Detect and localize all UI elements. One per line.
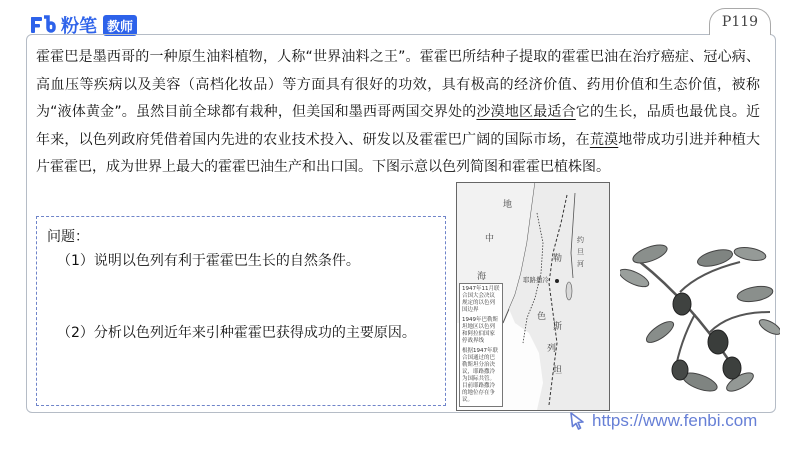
logo-text: 粉笔 xyxy=(61,16,97,36)
page-number-tab: P119 xyxy=(709,8,771,35)
map-legend xyxy=(459,283,503,407)
legend-item-2: 1949年巴勒斯坦地区以色列和阿拉伯国家停战界线 xyxy=(462,317,498,344)
map-label-8: 勒 xyxy=(553,254,563,264)
question-1: （1）说明以色列有利于霍霍巴生长的自然条件。 xyxy=(57,253,360,269)
top-bar xyxy=(0,0,800,38)
map-label-6: 河 xyxy=(577,260,584,268)
map-label-10: 斯 xyxy=(553,322,563,332)
passage-part-3: 地带成功引进并种植大片霍霍巴，成为世界上最大的霍霍巴油生产和出口国。下图示意以色列简图和霍霍巴植株图。 xyxy=(36,131,761,175)
jojoba-plant-image xyxy=(620,232,780,402)
teacher-badge: 教师 xyxy=(103,15,137,36)
passage-part-1: 霍霍巴是墨西哥的一种原生油料植物，人称“世界油料之王”。霍霍巴所结种子提取的霍霍巴油在治疗癌症、冠心病、高血压等疾病以及美容（高档化妆品）等方面具有很好的功效，具有极高的经济价值、药用价值和生态价值，被称为“液体黄金”。虽然目前全球都有栽种，但美国和墨西哥两国交界处的 xyxy=(36,49,760,120)
map-label-3: 海 xyxy=(477,272,487,282)
footer-url[interactable] xyxy=(570,411,757,431)
map-label-9: 色 xyxy=(537,312,547,322)
underlined-wasteland-word: 荒漠 xyxy=(589,131,619,148)
passage-text xyxy=(36,44,760,182)
fenbi-logo-icon xyxy=(30,15,58,35)
legend-item-1: 1947年11月联合国大会决议规定的以色列国边界 xyxy=(462,286,500,313)
map-label-1: 地 xyxy=(503,200,513,210)
passage-part-2: 它的生长，品质也最优良。近年来，以色列政府凭借着国内先进的农业技术投入、研发以及霍霍巴广阔的国际市场，在 xyxy=(36,104,761,148)
underlined-desert-phrase: 沙漠地区最适合 xyxy=(476,104,576,120)
footer-url-text: https://www.fenbi.com xyxy=(592,411,758,430)
question-box xyxy=(36,216,446,406)
legend-item-3: 根据1947年联合国通过的巴勒斯坦分治决议，耶路撒冷为国际共管。目前耶路撒冷的地位存在争议。 xyxy=(462,348,498,403)
map-label-12: 坦 xyxy=(553,366,563,376)
map-label-11: 列 xyxy=(547,344,557,354)
map-label-7: 耶路撒冷 xyxy=(523,276,549,284)
cursor-icon xyxy=(570,412,584,430)
israel-map xyxy=(456,182,610,411)
question-2: （2）分析以色列近年来引种霍霍巴获得成功的主要原因。 xyxy=(57,325,416,341)
map-label-4: 约 xyxy=(577,236,584,244)
question-title: 问题： xyxy=(47,229,89,245)
map-label-5: 旦 xyxy=(577,248,584,256)
map-label-2: 中 xyxy=(485,234,495,244)
